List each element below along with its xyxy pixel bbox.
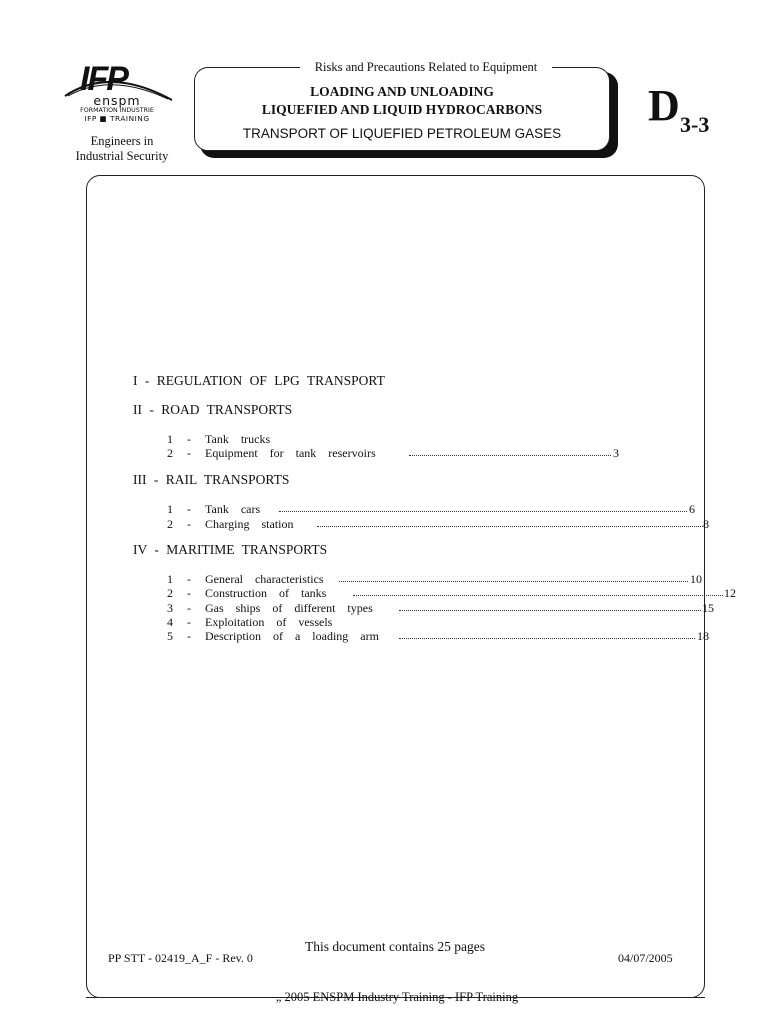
toc-item-text: Exploitation of vessels [205, 615, 336, 629]
document-date: 04/07/2005 [618, 951, 673, 965]
document-code: D [648, 81, 680, 130]
tagline-line-1: Engineers in [90, 134, 154, 148]
toc-item-number: 2 [167, 517, 173, 531]
toc-section-2: II - ROAD TRANSPORTS [133, 402, 293, 417]
toc-item-text: Construction of tanks [205, 586, 330, 600]
toc-item-text: Description of a loading arm [205, 629, 383, 643]
toc-section-1: I - REGULATION OF LPG TRANSPORT [133, 373, 385, 388]
tagline [62, 134, 182, 164]
toc-item-number: 3 [167, 601, 173, 615]
toc-item-text: Tank trucks [205, 432, 274, 446]
toc-item-page: 15 [702, 601, 714, 615]
toc-item-number: 1 [167, 502, 173, 516]
document-reference: PP STT - 02419_A_F - Rev. 0 [108, 951, 253, 965]
logo-ifp-training-text: IFP ■ TRAINING [84, 114, 150, 123]
toc-item-page: 8 [703, 517, 709, 531]
title-line-2: LIQUEFIED AND LIQUID HYDROCARBONS [261, 102, 543, 117]
footer-rule-left [86, 997, 246, 998]
toc-section-3: III - RAIL TRANSPORTS [133, 472, 290, 487]
toc-item-page: 18 [697, 629, 709, 643]
toc-item-text: Tank cars [205, 502, 264, 516]
toc-item-page: 10 [690, 572, 702, 586]
toc-dot-leader [399, 638, 695, 639]
toc-item-text: General characteristics [205, 572, 328, 586]
toc-item-number: 1 [167, 432, 173, 446]
toc-item[interactable] [167, 629, 712, 643]
toc-item-dash: - [187, 517, 191, 531]
toc-dot-leader [279, 511, 687, 512]
toc-item-page: 6 [689, 502, 695, 516]
toc-item[interactable] [167, 601, 732, 615]
toc-item-number: 2 [167, 446, 173, 460]
logo-formation-text: FORMATION INDUSTRIE [80, 107, 154, 114]
toc-item-dash: - [187, 502, 191, 516]
toc-item-dash: - [187, 615, 191, 629]
toc-item-dash: - [187, 446, 191, 460]
toc-item[interactable] [167, 446, 627, 460]
toc-item[interactable] [167, 502, 702, 516]
toc-section-4: IV - MARITIME TRANSPORTS [133, 542, 328, 557]
toc-item-page: 3 [613, 446, 619, 460]
toc-item[interactable] [167, 572, 707, 586]
footer-rule-right [548, 997, 705, 998]
toc-item-dash: - [187, 586, 191, 600]
document-code-sub: 3-3 [680, 112, 710, 137]
toc-item-number: 2 [167, 586, 173, 600]
title-line-3: TRANSPORT OF LIQUEFIED PETROLEUM GASES [242, 126, 562, 141]
logo-enspm-text: enspm [93, 93, 141, 108]
toc-item-page: 12 [724, 586, 736, 600]
toc-item-text: Equipment for tank reservoirs [205, 446, 380, 460]
toc-item-dash: - [187, 432, 191, 446]
logo-wordmark: IFP [80, 60, 127, 98]
toc-item-number: 1 [167, 572, 173, 586]
toc-item-number: 5 [167, 629, 173, 643]
toc-dot-leader [409, 455, 611, 456]
toc-dot-leader [339, 581, 688, 582]
toc-item-dash: - [187, 601, 191, 615]
title-topline: Risks and Precautions Related to Equipment [300, 60, 552, 75]
toc-item[interactable] [167, 615, 667, 629]
toc-item-dash: - [187, 572, 191, 586]
toc-item-number: 4 [167, 615, 173, 629]
toc-item[interactable] [167, 432, 667, 446]
toc-item-text: Gas ships of different types [205, 601, 377, 615]
toc-item-text: Charging station [205, 517, 297, 531]
toc-item-dash: - [187, 629, 191, 643]
toc-item[interactable] [167, 586, 742, 600]
toc-dot-leader [317, 526, 703, 527]
tagline-line-2: Industrial Security [75, 149, 169, 163]
title-line-1: LOADING AND UNLOADING [310, 84, 494, 99]
toc-dot-leader [353, 595, 723, 596]
toc-item[interactable] [167, 517, 712, 531]
page-count-note: This document contains 25 pages [305, 939, 485, 954]
footer-copyright: „ 2005 ENSPM Industry Training - IFP Training [275, 990, 519, 1004]
toc-dot-leader [399, 610, 701, 611]
